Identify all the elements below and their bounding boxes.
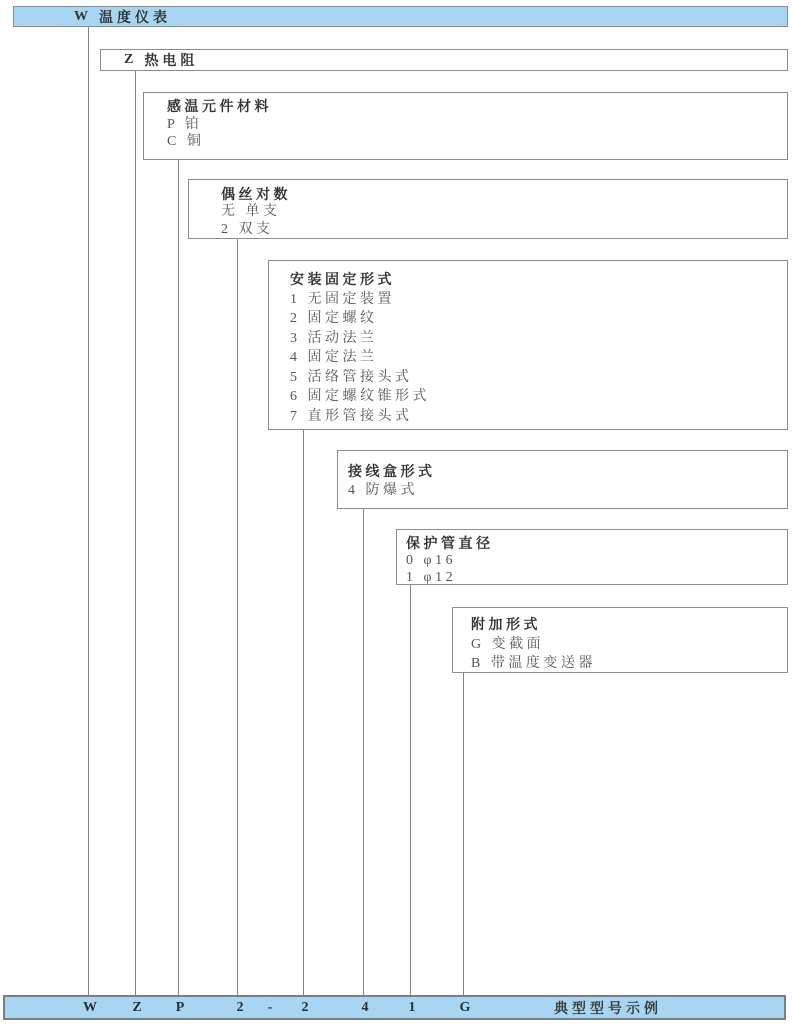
sensor-material-box [143, 92, 788, 160]
box-item: 5 活络管接头式 [290, 369, 413, 385]
box-item: 7 直形管接头式 [290, 408, 413, 424]
box-item: B 带温度变送器 [471, 656, 596, 671]
model-code-p: P [175, 999, 185, 1015]
box-item: G 变截面 [471, 636, 545, 652]
box-item: 4 防爆式 [348, 483, 418, 498]
model-example-bar [3, 995, 786, 1020]
box-item: 3 活动法兰 [290, 330, 378, 346]
connector-line-1 [410, 585, 411, 995]
box-title: 保护管直径 [406, 535, 494, 551]
model-code-g: G [459, 999, 471, 1015]
box-item: 1 无固定装置 [290, 291, 395, 307]
type-label: 热电阻 [144, 52, 199, 68]
connector-line-p [178, 160, 179, 995]
wire-pairs-box [188, 179, 788, 239]
box-item: C 铜 [167, 134, 205, 149]
model-code-1: 1 [408, 999, 416, 1015]
instrument-family-box [13, 6, 788, 27]
connector-line-2b [303, 430, 304, 995]
model-code-2b: 2 [301, 999, 309, 1015]
protection-tube-diameter-box [396, 529, 788, 585]
connector-line-g [463, 673, 464, 995]
box-item: 4 固定法兰 [290, 350, 378, 365]
model-code-z: Z [132, 999, 142, 1015]
model-code-2a: 2 [236, 999, 244, 1015]
box-item: 2 固定螺纹 [290, 311, 378, 326]
box-title: 偶丝对数 [221, 186, 291, 202]
family-label: 温度仪表 [99, 8, 171, 25]
connector-line-w [88, 27, 89, 995]
family-code: W [74, 8, 88, 24]
junction-box-form-box [337, 450, 788, 509]
box-item: 6 固定螺纹锥形式 [290, 389, 430, 404]
model-code-w: W [83, 999, 97, 1015]
connector-line-z [135, 71, 136, 995]
model-code-4: 4 [361, 999, 369, 1015]
instrument-type-box [100, 49, 788, 71]
box-item: 0 φ16 [406, 553, 457, 568]
additional-form-box [452, 607, 788, 673]
model-code-dash: - [267, 999, 273, 1015]
example-caption: 典型型号示例 [554, 1001, 662, 1017]
box-item: P 铂 [167, 116, 203, 132]
box-title: 安装固定形式 [290, 271, 395, 287]
box-item: 无 单支 [221, 204, 281, 219]
connector-line-4 [363, 509, 364, 995]
connector-line-2a [237, 239, 238, 995]
box-title: 感温元件材料 [167, 98, 272, 114]
box-item: 1 φ12 [406, 570, 457, 585]
box-title: 附加形式 [471, 616, 541, 632]
box-item: 2 双支 [221, 222, 274, 237]
box-title: 接线盒形式 [348, 463, 436, 479]
type-code: Z [124, 52, 134, 67]
mounting-form-box [268, 260, 788, 430]
